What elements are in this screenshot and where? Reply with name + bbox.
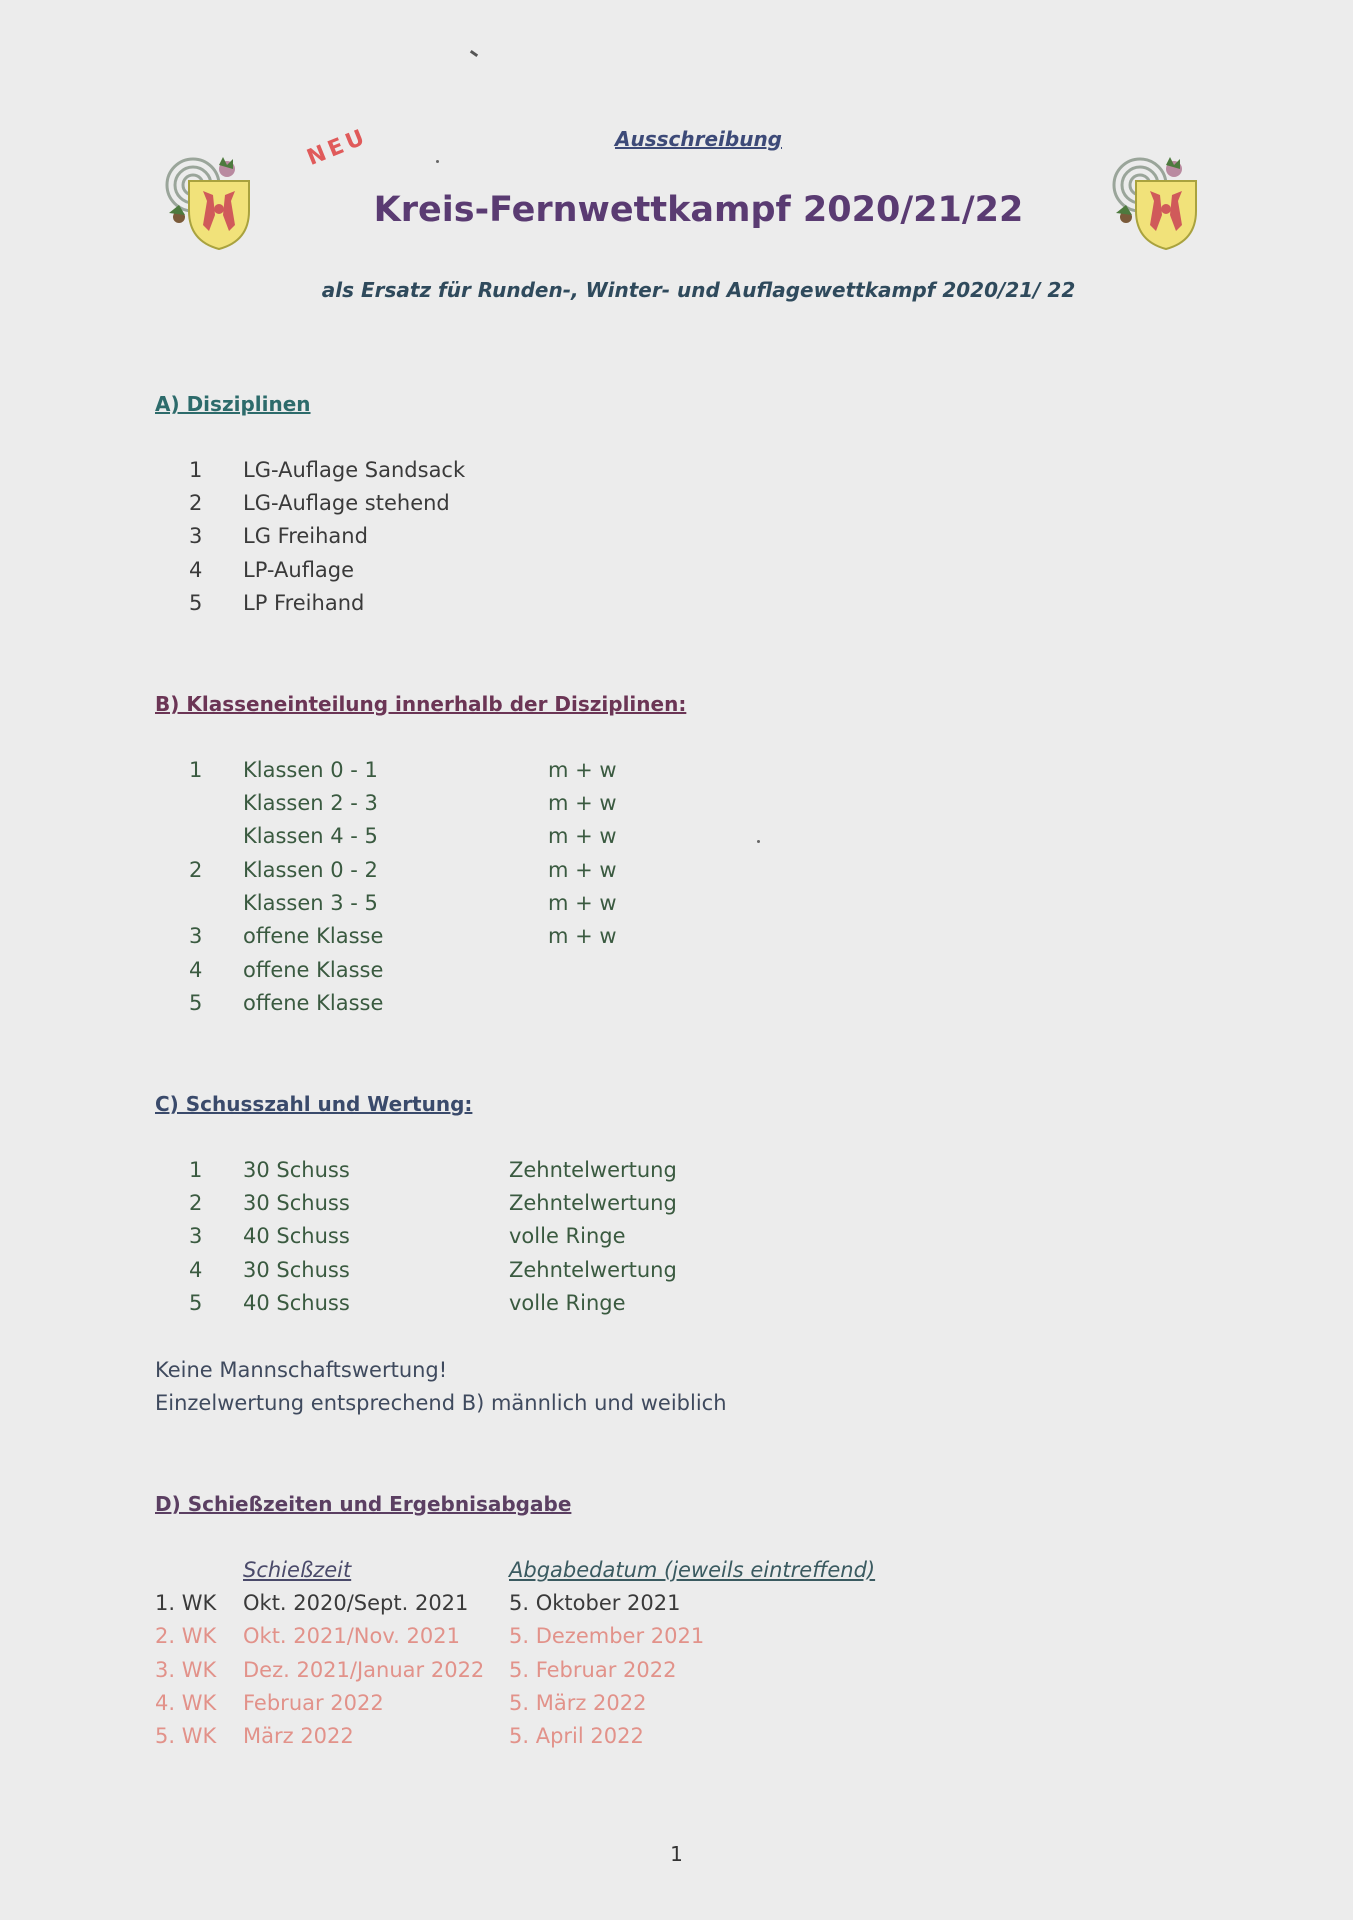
item-number: 3 — [189, 1224, 203, 1248]
table-row — [0, 988, 1353, 1018]
class-label: offene Klasse — [243, 924, 384, 948]
gender-label: m + w — [548, 924, 617, 948]
discipline-label: LP Freihand — [243, 591, 365, 615]
due-date: 5. März 2022 — [509, 1691, 647, 1715]
shooting-time: März 2022 — [243, 1724, 354, 1748]
round-label: 1. WK — [155, 1591, 217, 1615]
page-number: 1 — [670, 1842, 683, 1866]
shooting-time: Okt. 2021/Nov. 2021 — [243, 1624, 460, 1648]
item-number: 2 — [189, 491, 203, 515]
discipline-label: LG-Auflage Sandsack — [243, 458, 466, 482]
column-header-shooting-time: Schießzeit — [243, 1558, 352, 1582]
class-label: offene Klasse — [243, 991, 384, 1015]
table-row — [0, 855, 1353, 885]
document-kicker: Ausschreibung — [614, 127, 782, 151]
round-label: 5. WK — [155, 1724, 217, 1748]
note-no-team-scoring: Keine Mannschaftswertung! — [155, 1358, 448, 1382]
item-number: 3 — [189, 524, 203, 548]
item-number: 1 — [189, 758, 203, 782]
shot-count: 30 Schuss — [243, 1258, 350, 1282]
list-item — [0, 488, 1353, 518]
list-item — [0, 555, 1353, 585]
shot-count: 40 Schuss — [243, 1224, 350, 1248]
round-label: 3. WK — [155, 1658, 217, 1682]
shot-count: 40 Schuss — [243, 1291, 350, 1315]
class-label: offene Klasse — [243, 958, 384, 982]
round-label: 2. WK — [155, 1624, 217, 1648]
scan-dot — [436, 160, 439, 163]
scan-mark — [470, 50, 478, 57]
item-number: 1 — [189, 458, 203, 482]
column-header-due-date: Abgabedatum (jeweils eintreffend) — [509, 1558, 876, 1582]
new-stamp: NEU — [303, 124, 372, 171]
shooting-time: Okt. 2020/Sept. 2021 — [243, 1591, 469, 1615]
gender-label: m + w — [548, 891, 617, 915]
list-item — [0, 455, 1353, 485]
table-row — [0, 788, 1353, 818]
item-number: 2 — [189, 858, 203, 882]
note-individual-scoring: Einzelwertung entsprechend B) männlich und weiblich — [155, 1391, 727, 1415]
due-date: 5. Dezember 2021 — [509, 1624, 705, 1648]
item-number: 5 — [189, 591, 203, 615]
section-heading-classes: B) Klasseneinteilung innerhalb der Disziplinen: — [155, 692, 687, 716]
discipline-label: LG-Auflage stehend — [243, 491, 450, 515]
page-subtitle: als Ersatz für Runden-, Winter- und Auflagewettkampf 2020/21/ 22 — [321, 278, 1076, 302]
section-heading-disciplines: A) Disziplinen — [155, 392, 311, 416]
list-item — [0, 521, 1353, 551]
item-number: 1 — [189, 1158, 203, 1182]
table-row — [0, 921, 1353, 951]
section-heading-schedule: D) Schießzeiten und Ergebnisabgabe — [155, 1492, 572, 1516]
item-number: 4 — [189, 958, 203, 982]
table-row — [0, 1721, 1353, 1751]
scoring-mode: Zehntelwertung — [509, 1158, 677, 1182]
item-number: 2 — [189, 1191, 203, 1215]
page-title: Kreis-Fernwettkampf 2020/21/22 — [373, 190, 1024, 230]
item-number: 3 — [189, 924, 203, 948]
round-label: 4. WK — [155, 1691, 217, 1715]
item-number: 5 — [189, 1291, 203, 1315]
discipline-label: LG Freihand — [243, 524, 368, 548]
item-number: 4 — [189, 558, 203, 582]
due-date: 5. April 2022 — [509, 1724, 644, 1748]
class-label: Klassen 0 - 2 — [243, 858, 378, 882]
item-number: 5 — [189, 991, 203, 1015]
shot-count: 30 Schuss — [243, 1158, 350, 1182]
table-row — [0, 1588, 1353, 1618]
table-row — [0, 1621, 1353, 1651]
table-row — [0, 1688, 1353, 1718]
gender-label: m + w — [548, 791, 617, 815]
table-row — [0, 1188, 1353, 1218]
gender-label: m + w — [548, 758, 617, 782]
item-number: 4 — [189, 1258, 203, 1282]
table-row — [0, 888, 1353, 918]
table-row — [0, 821, 1353, 851]
due-date: 5. Februar 2022 — [509, 1658, 677, 1682]
table-row — [0, 955, 1353, 985]
discipline-label: LP-Auflage — [243, 558, 355, 582]
schedule-header-row — [0, 1555, 1353, 1585]
shot-count: 30 Schuss — [243, 1191, 350, 1215]
table-row — [0, 1255, 1353, 1285]
gender-label: m + w — [548, 824, 617, 848]
class-label: Klassen 0 - 1 — [243, 758, 378, 782]
due-date: 5. Oktober 2021 — [509, 1591, 681, 1615]
scoring-mode: volle Ringe — [509, 1291, 626, 1315]
table-row — [0, 1221, 1353, 1251]
table-row — [0, 755, 1353, 785]
scoring-mode: volle Ringe — [509, 1224, 626, 1248]
class-label: Klassen 2 - 3 — [243, 791, 378, 815]
table-row — [0, 1655, 1353, 1685]
list-item — [0, 588, 1353, 618]
shooting-time: Dez. 2021/Januar 2022 — [243, 1658, 485, 1682]
gender-label: m + w — [548, 858, 617, 882]
scoring-mode: Zehntelwertung — [509, 1191, 677, 1215]
shooting-time: Februar 2022 — [243, 1691, 384, 1715]
scoring-mode: Zehntelwertung — [509, 1258, 677, 1282]
table-row — [0, 1155, 1353, 1185]
section-heading-scoring: C) Schusszahl und Wertung: — [155, 1092, 473, 1116]
class-label: Klassen 3 - 5 — [243, 891, 378, 915]
table-row — [0, 1288, 1353, 1318]
class-label: Klassen 4 - 5 — [243, 824, 378, 848]
